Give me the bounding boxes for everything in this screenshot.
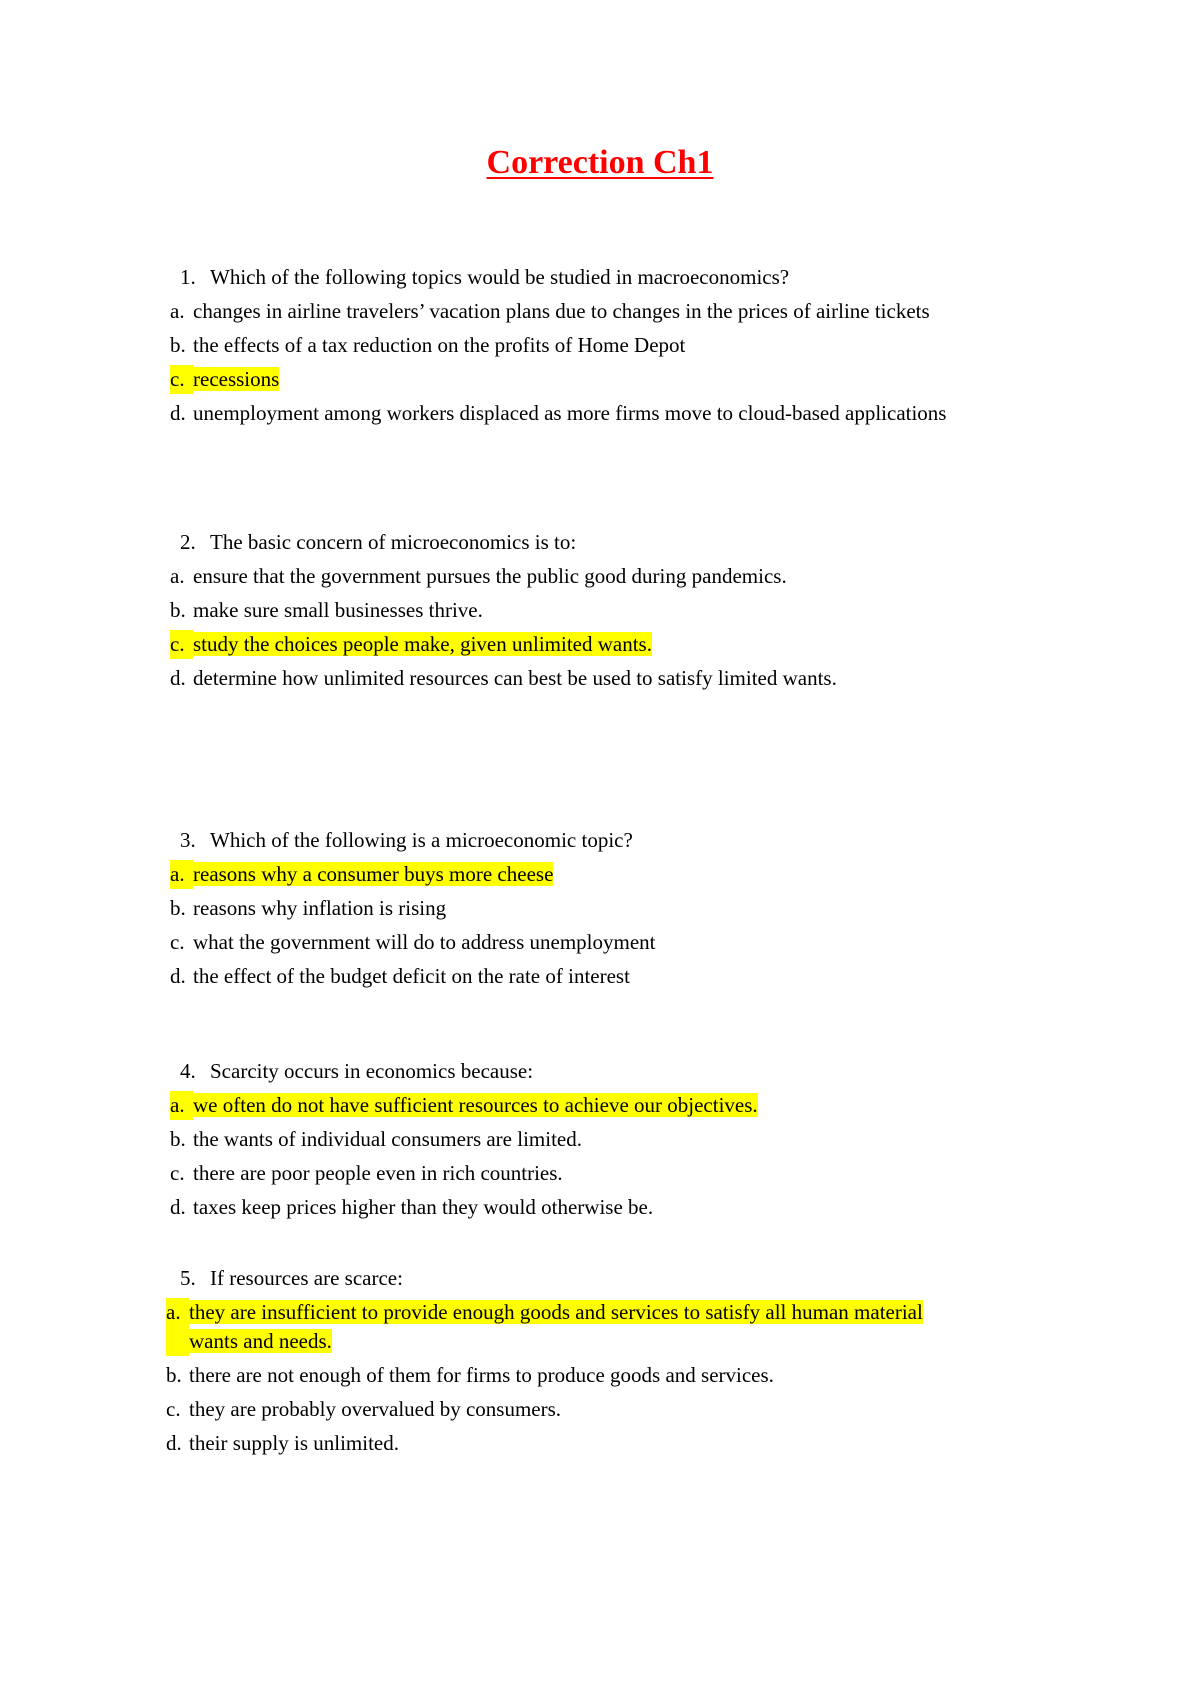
option-a-correct [170,860,1020,889]
option-c [170,928,1020,957]
option-a [170,562,1020,591]
option-d [166,1429,966,1458]
question-5 [166,1264,966,1463]
option-text-highlighted: we often do not have sufficient resources to achieve our objectives. [193,1093,758,1117]
question-2 [170,528,1020,698]
question-number: 5. [180,1266,196,1290]
option-text: there are poor people even in rich countries. [193,1161,563,1185]
option-letter: a. [166,1298,189,1356]
option-text: taxes keep prices higher than they would otherwise be. [193,1195,654,1219]
option-text: changes in airline travelers’ vacation plans due to changes in the prices of airline tickets [193,299,930,323]
option-b [166,1361,966,1390]
option-text: make sure small businesses thrive. [193,598,483,622]
option-letter: d. [170,401,186,425]
option-letter: a. [170,299,185,323]
question-text: The basic concern of microeconomics is to: [210,530,577,554]
question-number: 3. [180,828,196,852]
option-d [170,664,1020,693]
question-prompt [170,1057,1020,1086]
option-text: determine how unlimited resources can best be used to satisfy limited wants. [193,666,837,690]
option-letter: c. [170,1161,185,1185]
question-prompt [170,826,1020,855]
option-text: the effect of the budget deficit on the rate of interest [193,964,630,988]
question-3 [170,826,1020,996]
question-prompt [166,1264,966,1293]
option-text: they are probably overvalued by consumers. [189,1397,562,1421]
option-letter: a. [170,1091,193,1120]
option-text: the effects of a tax reduction on the profits of Home Depot [193,333,686,357]
question-number: 2. [180,530,196,554]
option-letter: c. [170,930,185,954]
option-letter: d. [170,964,186,988]
option-text: their supply is unlimited. [189,1431,399,1455]
option-b [170,1125,1020,1154]
option-c [166,1395,966,1424]
option-d [170,399,1020,428]
option-a [170,297,1020,326]
option-b [170,596,1020,625]
option-text: what the government will do to address unemployment [193,930,656,954]
option-text: reasons why inflation is rising [193,896,447,920]
question-1 [170,263,1020,433]
option-text: unemployment among workers displaced as more firms move to cloud-based applications [193,401,947,425]
option-text: there are not enough of them for firms to produce goods and services. [189,1363,774,1387]
option-text-highlighted: reasons why a consumer buys more cheese [193,862,554,886]
option-c-correct [170,630,1020,659]
option-a-correct [170,1091,1020,1120]
question-text: Which of the following is a microeconomic topic? [210,828,633,852]
option-letter: b. [170,333,186,357]
option-letter: d. [170,666,186,690]
option-letter: c. [170,365,193,394]
option-d [170,962,1020,991]
option-letter: b. [170,598,186,622]
option-b [170,331,1020,360]
option-text-highlighted: recessions [193,367,280,391]
option-letter: d. [170,1195,186,1219]
option-letter: c. [170,630,193,659]
option-a-correct [166,1298,966,1356]
question-text: Which of the following topics would be studied in macroeconomics? [210,265,790,289]
option-c-correct [170,365,1020,394]
question-prompt [170,528,1020,557]
option-letter: b. [170,896,186,920]
option-text-highlighted: they are insufficient to provide enough goods and services to satisfy all human material wants and needs. [189,1300,923,1353]
page-title-text: Correction Ch1 [486,144,714,181]
question-text: If resources are scarce: [210,1266,403,1290]
option-letter: b. [170,1127,186,1151]
option-letter: a. [170,860,193,889]
option-letter: d. [166,1431,182,1455]
question-prompt [170,263,1020,292]
option-text: ensure that the government pursues the public good during pandemics. [193,564,787,588]
question-number: 4. [180,1059,196,1083]
option-c [170,1159,1020,1188]
option-text: the wants of individual consumers are limited. [193,1127,582,1151]
option-b [170,894,1020,923]
option-letter: a. [170,564,185,588]
question-4 [170,1057,1020,1227]
option-d [170,1193,1020,1222]
question-number: 1. [180,265,196,289]
page-title [0,143,1200,184]
option-letter: c. [166,1397,181,1421]
option-letter: b. [166,1363,182,1387]
option-text-highlighted: study the choices people make, given unlimited wants. [193,632,652,656]
question-text: Scarcity occurs in economics because: [210,1059,534,1083]
